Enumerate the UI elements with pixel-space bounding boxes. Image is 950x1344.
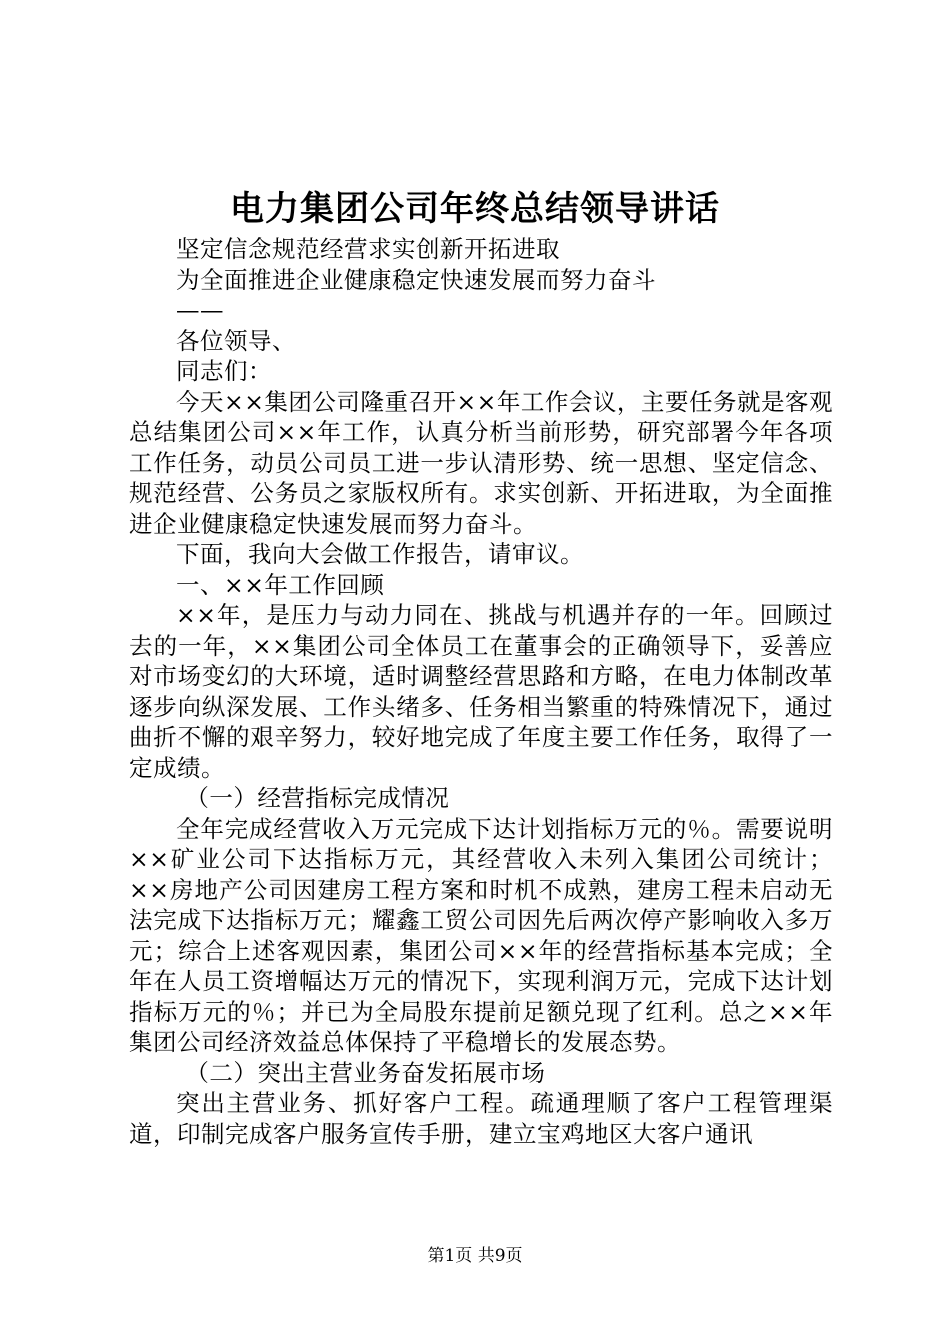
subtitle-line-1: 坚定信念规范经营求实创新开拓进取: [176, 235, 560, 263]
salutation-comrades: 同志们：: [176, 357, 272, 385]
subtitle-dash: ——: [176, 296, 224, 324]
document-body: [129, 234, 833, 1149]
paragraph-intro: 今天××集团公司隆重召开××年工作会议，主要任务就是客观总结集团公司××年工作，认真分析当前形势，研究部署今年各项工作任务，动员公司员工进一步认清形势、统一思想、坚定信念、规范经营、公务员之家版权所有。求实创新、开拓进取，为全面推进企业健康稳定快速发展而努力奋斗。: [129, 387, 833, 538]
subsection-heading-2: （二）突出主营业务奋发拓展市场: [185, 1058, 546, 1087]
salutation-leaders: 各位领导、: [176, 326, 296, 355]
section-heading-1: 一、××年工作回顾: [176, 570, 385, 599]
paragraph-report: 下面，我向大会做工作报告，请审议。: [176, 540, 584, 568]
page-footer: 第1页 共9页: [427, 1246, 523, 1266]
paragraph-indicators: 全年完成经营收入万元完成下达计划指标万元的％。需要说明××矿业公司下达指标万元，其经营收入未列入集团公司统计；××房地产公司因建房工程方案和时机不成熟，建房工程未启动无法完成下达指标万元；耀鑫工贸公司因先后两次停产影响收入多万元；综合上述客观因素，集团公司××年的经营指标基本完成；全年在人员工资增幅达万元的情况下，实现利润万元，完成下达计划指标万元的％；并已为全局股东提前足额兑现了红利。总之××年集团公司经济效益总体保持了平稳增长的发展态势。: [129, 814, 833, 1056]
subsection-heading-1: （一）经营指标完成情况: [185, 784, 450, 812]
document-title: 电力集团公司年终总结领导讲话: [230, 189, 720, 229]
paragraph-main-business: 突出主营业务、抓好客户工程。疏通理顺了客户工程管理渠道，印制完成客户服务宣传手册，建立宝鸡地区大客户通讯: [129, 1089, 833, 1148]
subtitle-line-2: 为全面推进企业健康稳定快速发展而努力奋斗: [176, 265, 656, 294]
paragraph-review: ××年，是压力与动力同在、挑战与机遇并存的一年。回顾过去的一年，××集团公司全体员工在董事会的正确领导下，妥善应对市场变幻的大环境，适时调整经营思路和方略，在电力体制改革逐步向纵深发展、工作头绪多、任务相当繁重的特殊情况下，通过曲折不懈的艰辛努力，较好地完成了年度主要工作任务，取得了一定成绩。: [129, 601, 833, 782]
